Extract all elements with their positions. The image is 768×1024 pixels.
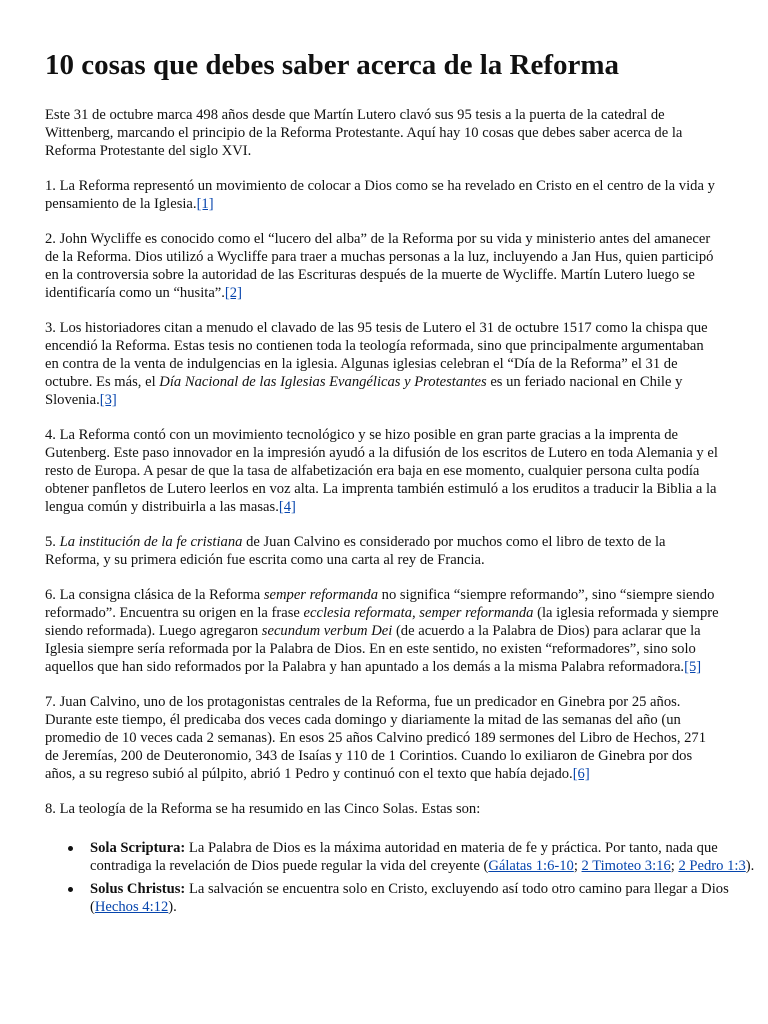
footnote-link-2[interactable]: [2] [224,285,242,301]
point-4: 4. La Reforma contó con un movimiento tecnológico y se hizo posible en gran parte gracias a la imprenta de Gutenberg. Este paso innovador en la impresión ayudó a la difusión de los escritos de Lutero en toda Alemania y el resto de Europa. A pesar de que la tasa de alfabetización era baja en ese momento, cualquier persona culta podía obtener panfletos de Lutero leerlos en voz alta. La imprenta también estimuló a los eruditos a traducir la Biblia a la lengua común y distribuirla a las masas.[4] [45,427,718,515]
page-title: 10 cosas que debes saber acerca de la Reforma [45,49,620,81]
point-1: 1. La Reforma representó un movimiento de colocar a Dios como se ha revelado en Cristo en el centro de la vida y pensamiento de la Iglesia.[1] [45,178,715,212]
verse-link-timoteo[interactable]: 2 Timoteo 3:16 [581,858,671,874]
point-6: 6. La consigna clásica de la Reforma semper reformanda no significa “siempre reformando”, sino “siempre siendo reformado”. Encuentra su origen en la frase ecclesia reformata, semper reformanda (la iglesia reformada y siempre siendo reformada). Luego agregaron secundum verbum Dei (de acuerdo a la Palabra de Dios) para aclarar que la Iglesia siempre sería reformada por la Palabra de Dios. En en este sentido, no existen “reformadores”, sino solo aquellos que han sido reformados por la Palabra y han apuntado a los demás a la misma Palabra reformadora.[5] [45,587,719,675]
list-item: Sola Scriptura: La Palabra de Dios es la máxima autoridad en materia de fe y práctica. Por tanto, nada que contradiga la revelación de Dios puede regular la vida del creyente (Gálatas 1:6-10; 2 Timoteo 3:16; 2 Pedro 1:3). [90,839,766,875]
footnote-link-5[interactable]: [5] [684,659,702,675]
footnote-link-1[interactable]: [1] [196,196,214,212]
five-solas-list [45,839,766,916]
verse-link-galatas[interactable]: Gálatas 1:6-10 [488,858,574,874]
footnote-link-6[interactable]: [6] [572,766,590,782]
point-3: 3. Los historiadores citan a menudo el clavado de las 95 tesis de Lutero el 31 de octubre 1517 como la chispa que encendió la Reforma. Estas tesis no contienen toda la teología reformada, sino que principalmente argumentaban en contra de la venta de indulgencias en la iglesia. Algunas iglesias celebran el “Día de la Reforma” el 31 de octubre. Es más, el Día Nacional de las Iglesias Evangélicas y Protestantes es un feriado nacional en Chile y Slovenia.[3] [45,320,708,408]
point-2: 2. John Wycliffe es conocido como el “lucero del alba” de la Reforma por su vida y ministerio antes del amanecer de la Reforma. Dios utilizó a Wycliffe para traer a muchas personas a la luz, incluyendo a Jan Hus, quien participó en la controversia sobre la autoridad de las Escrituras después de la muerte de Wycliffe. Martín Lutero luego se identificaría como un “husita”.[2] [45,231,714,301]
point-8: 8. La teología de la Reforma se ha resumido en las Cinco Solas. Estas son: [45,801,481,817]
point-7: 7. Juan Calvino, uno de los protagonistas centrales de la Reforma, fue un predicador en Ginebra por 25 años. Durante este tiempo, él predicaba dos veces cada domingo y diariamente la mitad de las semanas del año (un promedio de 10 veces cada 2 semanas). En esos 25 años Calvino predicó 189 sermones del Libro de Hechos, 271 de Jeremías, 200 de Deuteronomio, 343 de Isaías y 110 de 1 Corintios. Cuando lo exiliaron de Ginebra por dos años, a su regreso subió al púlpito, abrió 1 Pedro y continuó con el texto que había dejado.[6] [45,694,707,782]
footnote-link-3[interactable]: [3] [99,392,117,408]
list-item: Solus Christus: La salvación se encuentra solo en Cristo, excluyendo así todo otro camino para llegar a Dios (Hechos 4:12). [90,880,766,916]
point-5: 5. La institución de la fe cristiana de Juan Calvino es considerado por muchos como el libro de texto de la Reforma, y su primera edición fue escrita como una carta al rey de Francia. [45,534,666,568]
verse-link-hechos[interactable]: Hechos 4:12 [94,899,169,915]
verse-link-pedro[interactable]: 2 Pedro 1:3 [678,858,746,874]
footnote-link-4[interactable]: [4] [278,499,296,515]
intro-paragraph: Este 31 de octubre marca 498 años desde que Martín Lutero clavó sus 95 tesis a la puerta de la catedral de Wittenberg, marcando el principio de la Reforma Protestante. Aquí hay 10 cosas que debes saber acerca de la Reforma Protestante del siglo XVI. [45,107,683,159]
